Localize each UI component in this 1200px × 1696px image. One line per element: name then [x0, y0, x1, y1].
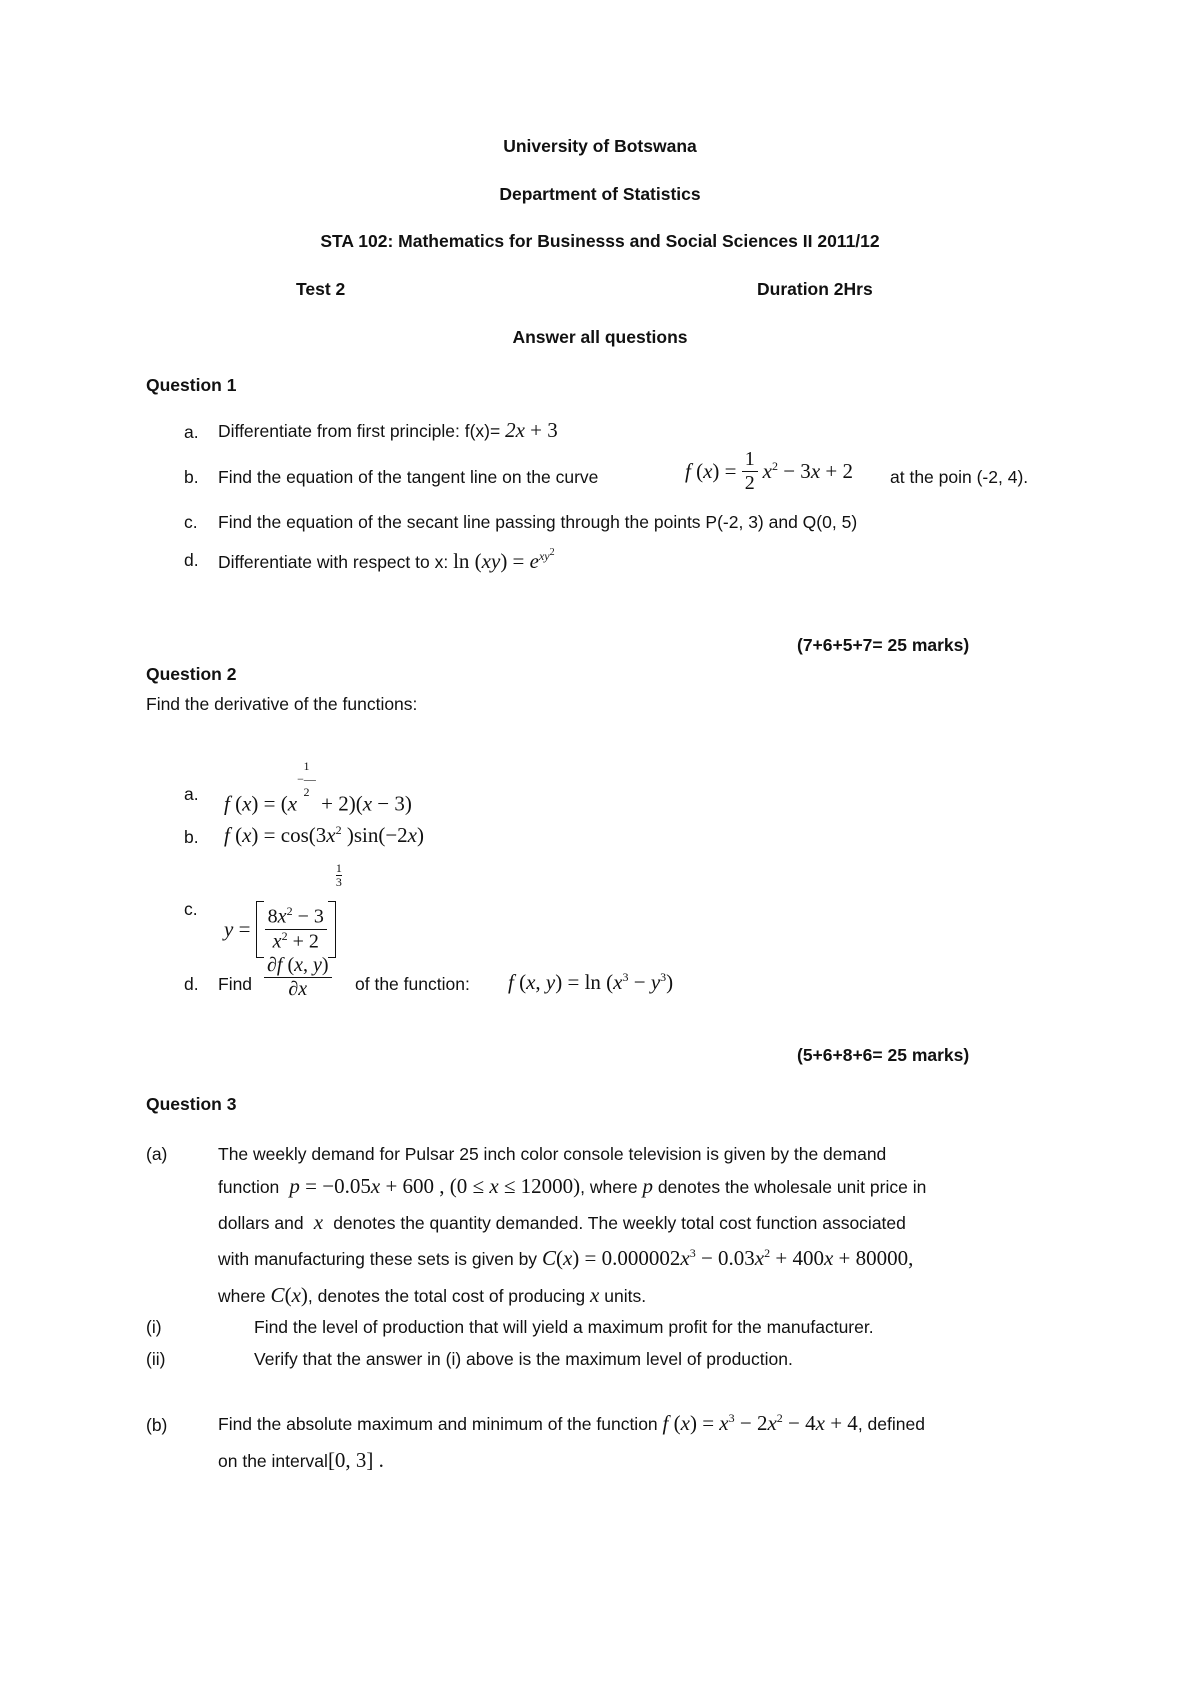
- q3-demand-math: p = −0.05x + 600 , (0 ≤ x ≤ 12000): [289, 1174, 581, 1198]
- instruction: Answer all questions: [512, 327, 688, 347]
- q3-i-text: Find the level of production that will yield a maximum profit for the manufacturer.: [254, 1317, 874, 1337]
- q3-a-line5-tail: units.: [604, 1286, 647, 1306]
- q1-d-label: d.: [184, 550, 199, 570]
- q3-a-line3: [218, 1210, 1060, 1235]
- q3-x-var-2: x: [590, 1283, 600, 1307]
- q2-d-of: of the function:: [355, 974, 470, 994]
- q3-a-line4-text: with manufacturing these sets is given by: [218, 1249, 538, 1269]
- q3-b-line1: [218, 1411, 925, 1436]
- q1-a-math: 2x + 3: [505, 418, 558, 442]
- q1-marks: (7+6+5+7= 25 marks): [797, 635, 970, 655]
- q3-x-var: x: [308, 1210, 329, 1234]
- q3-b-line2: [218, 1448, 384, 1473]
- q3-b-line2-text: on the interval: [218, 1451, 328, 1471]
- q3-a-line4: [218, 1246, 913, 1271]
- q3-a-line2-post: , where: [580, 1177, 638, 1197]
- q3-a-line3-post: denotes the quantity demanded. The weekly total cost function associated: [333, 1213, 906, 1233]
- q3-a-line5-pre: where: [218, 1286, 266, 1306]
- q2-d-label: d.: [184, 974, 199, 994]
- question-3-title: Question 3: [146, 1094, 237, 1114]
- q3-p-var: p: [642, 1174, 653, 1198]
- q3-i-label: (i): [146, 1317, 162, 1337]
- q1-d-text: Differentiate with respect to x:: [218, 552, 449, 572]
- question-1-title: Question 1: [146, 375, 237, 395]
- q3-b-math: f $(x) = x^3 - 2x^2 - 4x + 4$: [662, 1411, 858, 1435]
- course-title: STA 102: Mathematics for Businesss and Social Sciences II 2011/12: [320, 231, 880, 251]
- q1-b-math: f (x) = $\frac{1}{2}$ $x^2 - 3x + 2$: [685, 448, 853, 494]
- q2-marks: (5+6+8+6= 25 marks): [797, 1045, 970, 1065]
- q3-a-line2-tail: denotes the wholesale unit price in: [657, 1177, 927, 1197]
- q1-c-label: c.: [184, 512, 198, 532]
- q1-a-text: Differentiate from first principle: f(x)=: [218, 421, 501, 441]
- q1-b-label: b.: [184, 467, 199, 487]
- q3-b-label: (b): [146, 1415, 168, 1435]
- university-title: University of Botswana: [503, 136, 697, 156]
- q3-a-line2-pre: function: [218, 1177, 280, 1197]
- q2-d-math: f (x, $y) = \ln (x^3 - y^3)$: [508, 970, 674, 994]
- q2-d-fraction: $\frac{\partial f (x, y)}{\partial x}$: [264, 954, 332, 1001]
- q3-a-line5: [218, 1283, 646, 1308]
- q3-cost-math: $C(x) = 0.000002x^3 - 0.03x^2 + 400x + 80000$,: [541, 1246, 914, 1270]
- test-label: Test 2: [296, 279, 346, 299]
- q3-ii-text: Verify that the answer in (i) above is the maximum level of production.: [254, 1349, 793, 1369]
- q1-c-text: Find the equation of the secant line passing through the points P(-2, 3) and Q(0, 5): [218, 512, 858, 532]
- q2-intro: Find the derivative of the functions:: [146, 694, 418, 714]
- question-2-title: Question 2: [146, 664, 237, 684]
- department-title: Department of Statistics: [499, 184, 701, 204]
- q3-ii-label: (ii): [146, 1349, 166, 1369]
- q3-a-line3-pre: dollars and: [218, 1213, 304, 1233]
- q1-d-math: $\ln (xy) = e^{xy^2}$: [453, 547, 555, 573]
- q2-c-label: c.: [184, 899, 198, 919]
- q2-d-find: Find: [218, 974, 253, 994]
- q3-b-text: Find the absolute maximum and minimum of the function: [218, 1414, 658, 1434]
- q2-b-label: b.: [184, 827, 199, 847]
- q3-a-line2: [218, 1174, 926, 1199]
- q2-a-math: f (x) = (x 1 −— 2 + 2)(x − 3): [224, 759, 412, 816]
- q1-b-tail: at the poin (-2, 4).: [890, 467, 1029, 487]
- q3-interval-math: [0, 3] .: [327, 1448, 384, 1472]
- q3-a-line5-post: , denotes the total cost of producing: [307, 1286, 586, 1306]
- q3-a-label: (a): [146, 1144, 168, 1164]
- q3-a-line1: The weekly demand for Pulsar 25 inch color console television is given by the demand: [218, 1144, 887, 1164]
- q2-a-label: a.: [184, 784, 199, 804]
- q1-a-label: a.: [184, 422, 199, 442]
- q3-b-tail: , defined: [857, 1414, 925, 1434]
- q2-b-math: f $(x) = \cos(3x^2$ )sin(−2x): [224, 823, 424, 847]
- duration-label: Duration 2Hrs: [757, 279, 873, 299]
- q1-b-text: Find the equation of the tangent line on the curve: [218, 467, 599, 487]
- q2-c-math: y = $\frac{8x^2 - 3}{x^2 + 2}$ $\frac{1}{3}$: [224, 862, 342, 958]
- q1-d: [218, 547, 555, 574]
- q3-cx-math: C(x): [270, 1283, 308, 1307]
- q1-a: [218, 418, 558, 443]
